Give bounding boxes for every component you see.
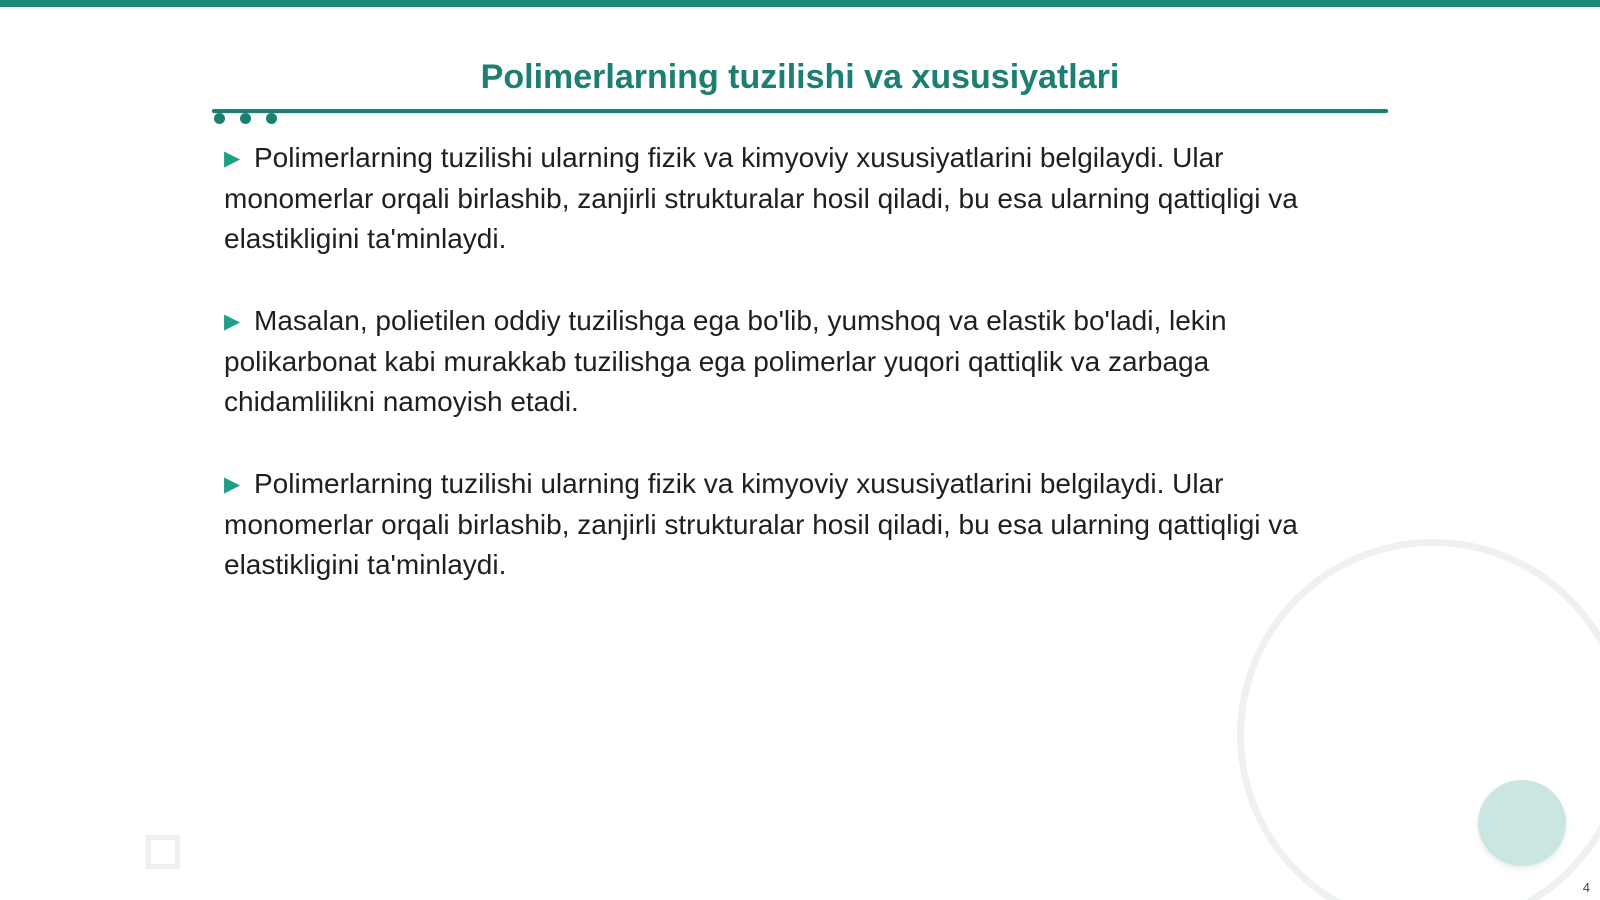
top-accent-bar bbox=[0, 0, 1600, 7]
bullet-text: Polimerlarning tuzilishi ularning fizik va kimyoviy xususiyatlarini belgilaydi. Ular monomerlar orqali birlashib, zanjirli strukturalar hosil qiladi, bu esa ularning qattiqligi va elastikligini ta'minlaydi. bbox=[224, 142, 1298, 254]
decor-dot bbox=[240, 113, 251, 124]
bullet-item bbox=[224, 301, 1344, 422]
bullet-item bbox=[224, 464, 1344, 585]
bullet-text: Polimerlarning tuzilishi ularning fizik va kimyoviy xususiyatlarini belgilaydi. Ular monomerlar orqali birlashib, zanjirli strukturalar hosil qiladi, bu esa ularning qattiqligi va elastikligini ta'minlaydi. bbox=[224, 468, 1298, 580]
decor-square bbox=[146, 835, 180, 869]
triangle-bullet-icon: ▶ bbox=[224, 310, 241, 333]
slide-body bbox=[224, 138, 1344, 627]
bullet-text: Masalan, polietilen oddiy tuzilishga ega bo'lib, yumshoq va elastik bo'ladi, lekin polikarbonat kabi murakkab tuzilishga ega polimerlar yuqori qattiqlik va zarbaga chidamlilikni namoyish etadi. bbox=[224, 305, 1227, 417]
page-number: 4 bbox=[1582, 880, 1590, 895]
title-underline bbox=[212, 109, 1388, 113]
decor-dot bbox=[266, 113, 277, 124]
triangle-bullet-icon: ▶ bbox=[224, 147, 241, 170]
slide-title: Polimerlarning tuzilishi va xususiyatlari bbox=[480, 58, 1120, 96]
triangle-bullet-icon: ▶ bbox=[224, 473, 241, 496]
decor-circle-filled bbox=[1478, 780, 1566, 866]
decor-dot bbox=[214, 113, 225, 124]
bullet-item bbox=[224, 138, 1344, 259]
